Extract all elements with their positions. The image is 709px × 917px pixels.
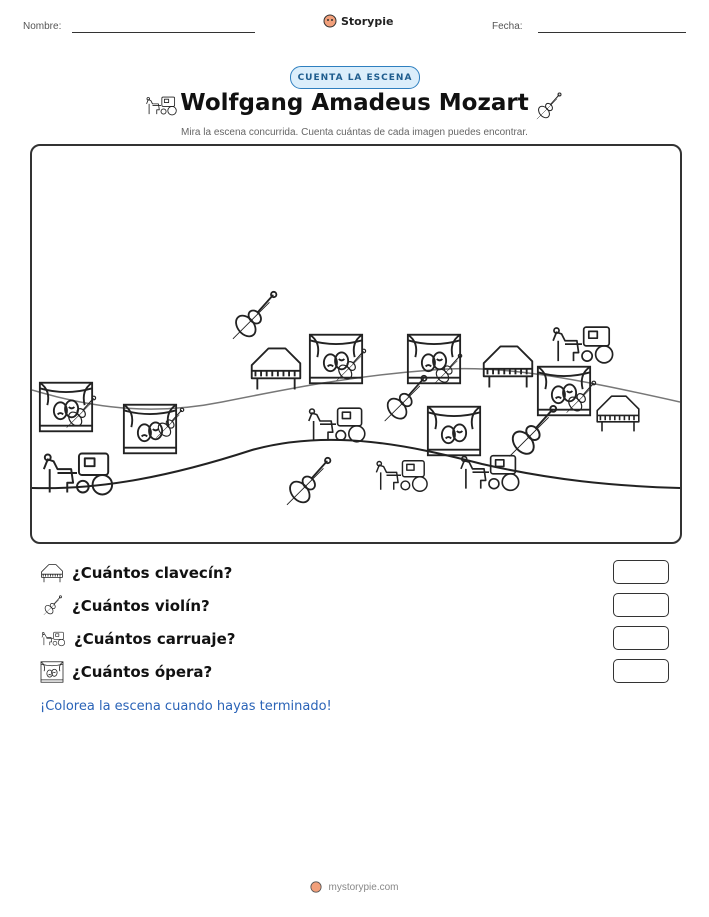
scene-box[interactable] — [30, 144, 682, 544]
violin-icon — [286, 458, 330, 506]
name-label: Nombre: — [23, 21, 62, 32]
opera-stage-icon — [124, 405, 176, 454]
date-label: Fecha: — [492, 21, 523, 32]
instructions: Mira la escena concurrida. Cuenta cuántas de cada imagen puedes encontrar. — [181, 127, 528, 138]
harpsichord-icon — [252, 348, 301, 389]
harpsichord-icon — [597, 396, 639, 431]
scene-drawing — [32, 146, 680, 542]
page-title: Wolfgang Amadeus Mozart — [180, 90, 529, 116]
brand-logo — [323, 14, 393, 28]
opera-stage-icon — [428, 407, 480, 456]
answer-box[interactable] — [613, 626, 669, 650]
opera-stage-icon — [310, 335, 362, 384]
violin-icon — [384, 376, 427, 423]
carriage-icon — [553, 327, 613, 363]
question-row — [40, 561, 232, 585]
violin-icon — [566, 381, 596, 413]
storypie-logo-icon — [323, 14, 337, 28]
violin-icon — [336, 349, 366, 381]
question-text: ¿Cuántos carruaje? — [74, 630, 236, 648]
question-text: ¿Cuántos ópera? — [72, 663, 213, 681]
carriage-icon — [40, 630, 66, 648]
answer-box[interactable] — [613, 560, 669, 584]
coloring-note: ¡Colorea la escena cuando hayas terminado! — [40, 699, 332, 714]
question-row — [40, 594, 210, 618]
name-field[interactable] — [72, 32, 255, 33]
answer-box[interactable] — [613, 593, 669, 617]
violin-icon — [232, 292, 276, 340]
violin-icon — [509, 406, 557, 458]
harpsichord-icon — [484, 346, 533, 387]
harpsichord-icon — [40, 563, 64, 583]
answer-box[interactable] — [613, 659, 669, 683]
opera-stage-icon — [538, 367, 590, 416]
date-field[interactable] — [538, 32, 686, 33]
opera-stage-icon — [40, 661, 64, 683]
question-row — [40, 627, 235, 651]
footer — [0, 881, 709, 893]
brand-name: Storypie — [341, 14, 394, 28]
storypie-logo-icon — [310, 881, 322, 893]
violin-icon — [40, 595, 64, 617]
carriage-icon — [309, 408, 365, 442]
question-row — [40, 660, 212, 684]
question-text: ¿Cuántos clavecín? — [72, 564, 233, 582]
question-text: ¿Cuántos violín? — [72, 597, 210, 615]
footer-site[interactable]: mystorypie.com — [328, 881, 399, 893]
opera-stage-icon — [40, 383, 92, 432]
title-violin-icon — [533, 92, 563, 122]
carriage-icon — [376, 461, 427, 491]
activity-badge: CUENTA LA ESCENA — [290, 66, 420, 89]
opera-stage-icon — [408, 335, 460, 384]
